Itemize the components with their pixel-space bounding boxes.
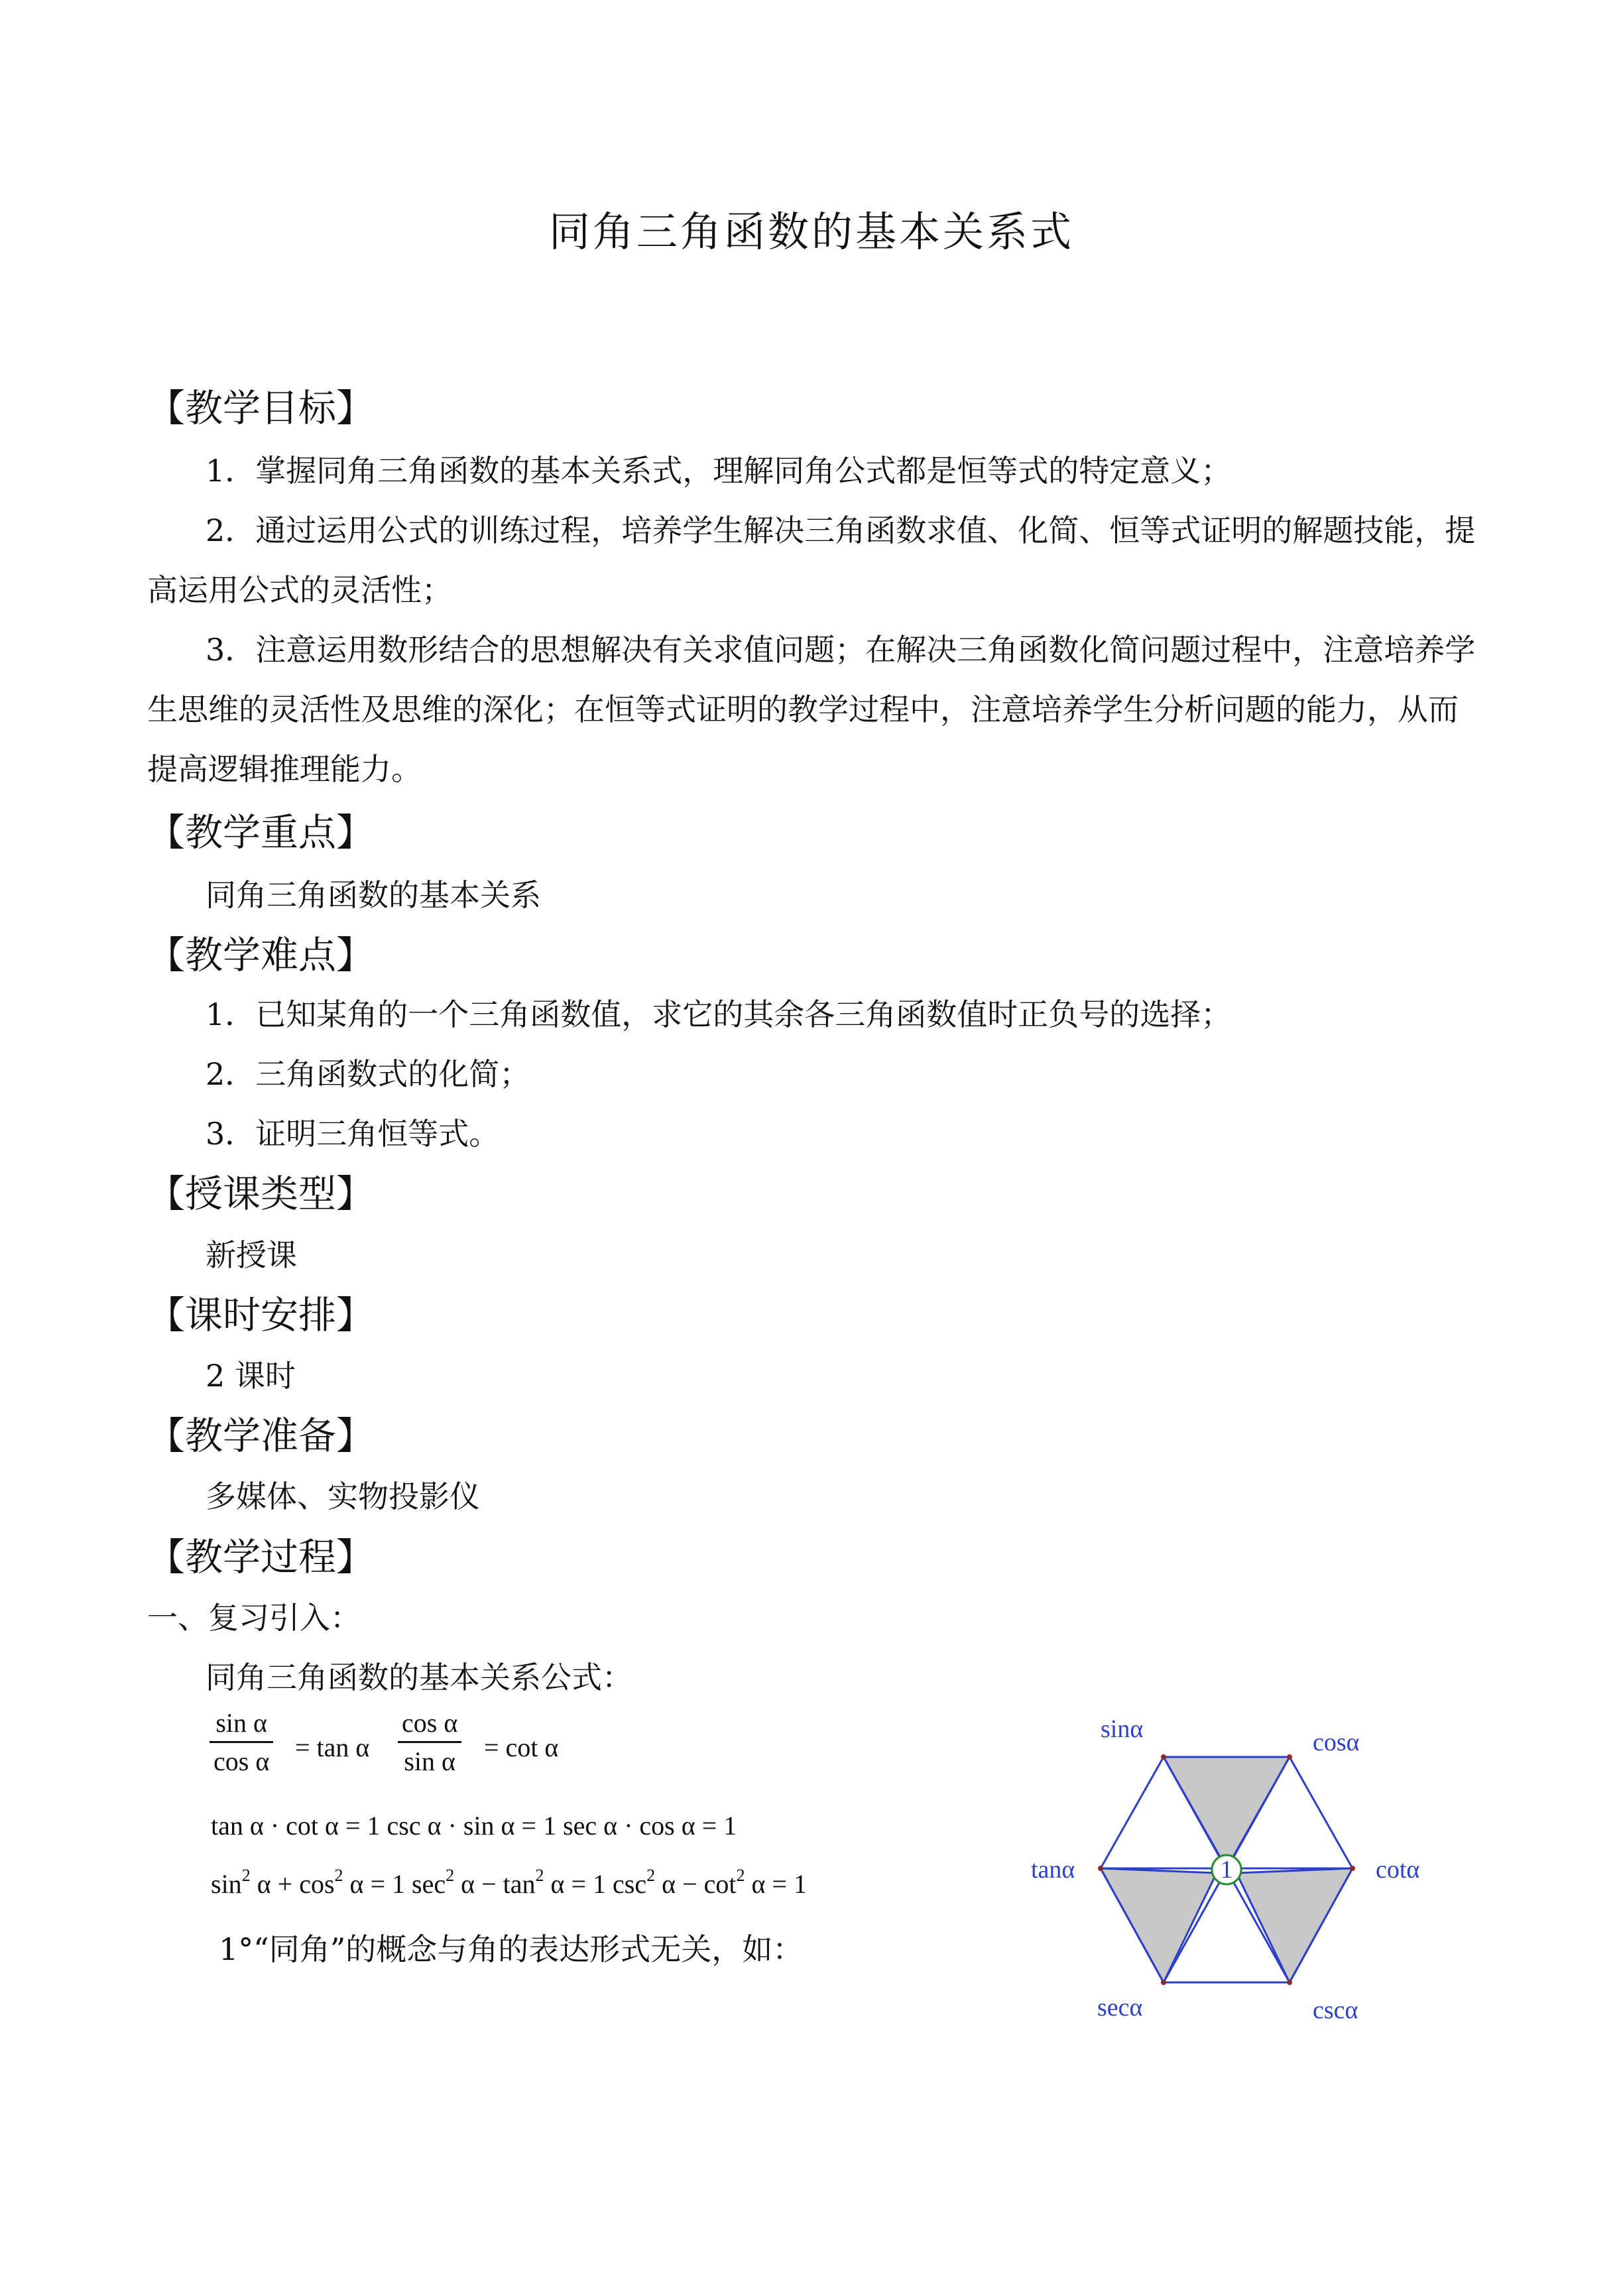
formula-cot: = cot α bbox=[484, 1732, 559, 1762]
heading-preparation: 【教学准备】 bbox=[147, 1414, 374, 1458]
goal-item-2: 2．通过运用公式的训练过程，培养学生解决三角函数求值、化简、恒等式证明的解题技能，提高运用公式的灵活性； bbox=[147, 513, 1476, 608]
vertex-point bbox=[1287, 1980, 1292, 1985]
vertex-point bbox=[1161, 1980, 1166, 1985]
schedule-text: 2 课时 bbox=[206, 1358, 296, 1394]
formula-text: α = 1 bbox=[745, 1869, 808, 1899]
formula-text: sin bbox=[211, 1869, 242, 1899]
heading-schedule: 【课时安排】 bbox=[147, 1294, 374, 1337]
same-angle-note: 1°“同角”的概念与角的表达形式无关，如： bbox=[219, 1931, 804, 1967]
vertex-point bbox=[1098, 1866, 1103, 1871]
vertex-point bbox=[1287, 1754, 1292, 1760]
exponent: 2 bbox=[646, 1866, 656, 1885]
heading-lesson-type: 【授课类型】 bbox=[147, 1172, 374, 1216]
heading-teaching-goals: 【教学目标】 bbox=[147, 387, 374, 430]
fraction-denominator: cos α bbox=[213, 1746, 270, 1776]
page-title: 同角三角函数的基本关系式 bbox=[548, 208, 1074, 256]
vertex-point bbox=[1350, 1866, 1355, 1871]
fraction-numerator: sin α bbox=[210, 1707, 273, 1743]
center-label-one: 1 bbox=[1220, 1856, 1233, 1884]
formula-text: α = 1 sec bbox=[343, 1869, 446, 1899]
difficulty-item-2: 2．三角函数式的化简； bbox=[206, 1056, 530, 1092]
preparation-text: 多媒体、实物投影仪 bbox=[206, 1479, 480, 1514]
key-point-text: 同角三角函数的基本关系 bbox=[206, 877, 541, 913]
heading-difficulties: 【教学难点】 bbox=[147, 934, 374, 977]
exponent: 2 bbox=[334, 1866, 343, 1885]
formula-text: α − cot bbox=[655, 1869, 737, 1899]
shaded-triangle-top bbox=[1164, 1757, 1290, 1868]
heading-process: 【教学过程】 bbox=[147, 1536, 374, 1579]
label-cos: cosα bbox=[1313, 1728, 1360, 1756]
exponent: 2 bbox=[736, 1866, 745, 1885]
fraction-denominator: sin α bbox=[404, 1746, 455, 1776]
label-csc: cscα bbox=[1313, 1996, 1358, 2024]
formula-pythagorean-identities bbox=[211, 1868, 807, 1900]
lesson-type-text: 新授课 bbox=[206, 1237, 297, 1273]
difficulty-item-3: 3．证明三角恒等式。 bbox=[206, 1116, 500, 1152]
goal-item-3: 3．注意运用数形结合的思想解决有关求值问题；在解决三角函数化简问题过程中，注意培养学生思维的灵活性及思维的深化；在恒等式证明的教学过程中，注意培养学生分析问题的能力，从而提高逻辑推理能力。 bbox=[147, 632, 1476, 787]
heading-key-points: 【教学重点】 bbox=[147, 811, 374, 855]
trig-hexagon-diagram bbox=[1014, 1697, 1465, 2042]
formula-text: α = 1 csc bbox=[544, 1869, 647, 1899]
label-cot: cotα bbox=[1376, 1856, 1420, 1884]
exponent: 2 bbox=[535, 1866, 544, 1885]
formulas-intro: 同角三角函数的基本关系公式： bbox=[206, 1660, 632, 1695]
shaded-triangle-right bbox=[1236, 1868, 1352, 1982]
exponent: 2 bbox=[241, 1866, 251, 1885]
shaded-triangle-left bbox=[1101, 1868, 1217, 1982]
formula-reciprocal-identities: tan α · cot α = 1 csc α · sin α = 1 sec α · cos α = 1 bbox=[211, 1811, 737, 1841]
subsection-review: 一、复习引入： bbox=[147, 1600, 361, 1636]
fraction-sin-over-cos bbox=[210, 1707, 273, 1777]
label-sec: secα bbox=[1097, 1994, 1143, 2022]
formula-text: α + cos bbox=[250, 1869, 335, 1899]
exponent: 2 bbox=[446, 1866, 455, 1885]
label-tan: tanα bbox=[1031, 1856, 1075, 1884]
label-sin: sinα bbox=[1101, 1715, 1144, 1743]
vertex-point bbox=[1161, 1754, 1166, 1760]
formula-text: α − tan bbox=[454, 1869, 536, 1899]
difficulty-item-1: 1．已知某角的一个三角函数值，求它的其余各三角函数值时正负号的选择； bbox=[206, 997, 1232, 1032]
fraction-numerator: cos α bbox=[398, 1707, 461, 1743]
goal-item-1: 1．掌握同角三角函数的基本关系式，理解同角公式都是恒等式的特定意义； bbox=[206, 453, 1232, 489]
fraction-cos-over-sin bbox=[398, 1707, 461, 1777]
formula-tan: = tan α bbox=[295, 1732, 370, 1762]
